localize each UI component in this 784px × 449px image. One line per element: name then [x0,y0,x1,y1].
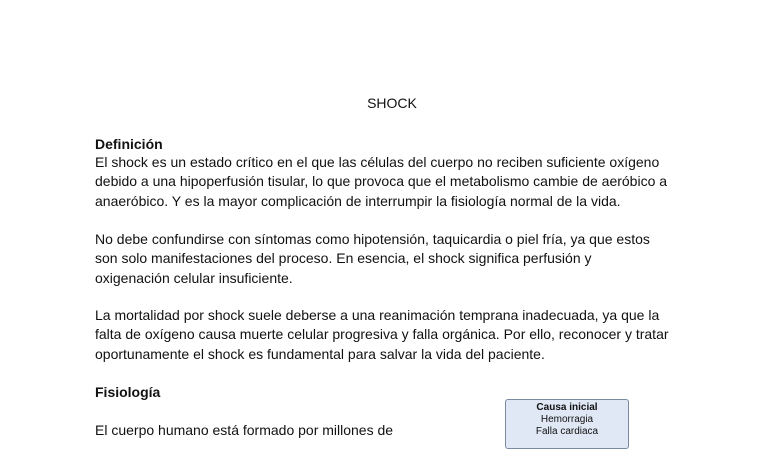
text-line: anaeróbico. Y es la mayor complicación de interrumpir la fisiología normal de la vida. [95,192,621,209]
text-line: El shock es un estado crítico en el que las células del cuerpo no reciben suficiente oxígeno [95,154,660,170]
paragraph-fisiologia-1 [95,421,475,440]
diagram-cause-box [505,399,629,449]
text-line: oportunamente el shock es fundamental para salvar la vida del paciente. [95,345,545,362]
text-line: La mortalidad por shock suele deberse a una reanimación temprana inadecuada, ya que la [95,307,660,323]
paragraph-definition-3 [95,306,695,364]
document-title: SHOCK [367,95,417,111]
paragraph-definition-1 [95,153,695,211]
section-heading-fisiologia: Fisiología [95,384,161,400]
text-line: falta de oxígeno causa muerte celular progresiva y falla orgánica. Por ello, reconocer y tratar [95,326,669,343]
paragraph-definition-2 [95,230,695,288]
text-line: El cuerpo humano está formado por millones de [95,422,394,438]
diagram-box-item: Falla cardiaca [535,426,599,437]
diagram-box-title: Causa inicial [536,402,598,413]
diagram-box-item: Hemorragia [540,414,594,425]
text-line: debido a una hipoperfusión tisular, lo que provoca que el metabolismo cambie de aeróbico a [95,173,668,190]
text-line: son solo manifestaciones del proceso. En esencia, el shock significa perfusión y [95,250,592,267]
text-line: oxigenación celular insuficiente. [95,269,293,286]
text-line: No debe confundirse con síntomas como hipotensión, taquicardia o piel fría, ya que estos [95,231,650,247]
section-heading-definicion: Definición [95,136,163,152]
